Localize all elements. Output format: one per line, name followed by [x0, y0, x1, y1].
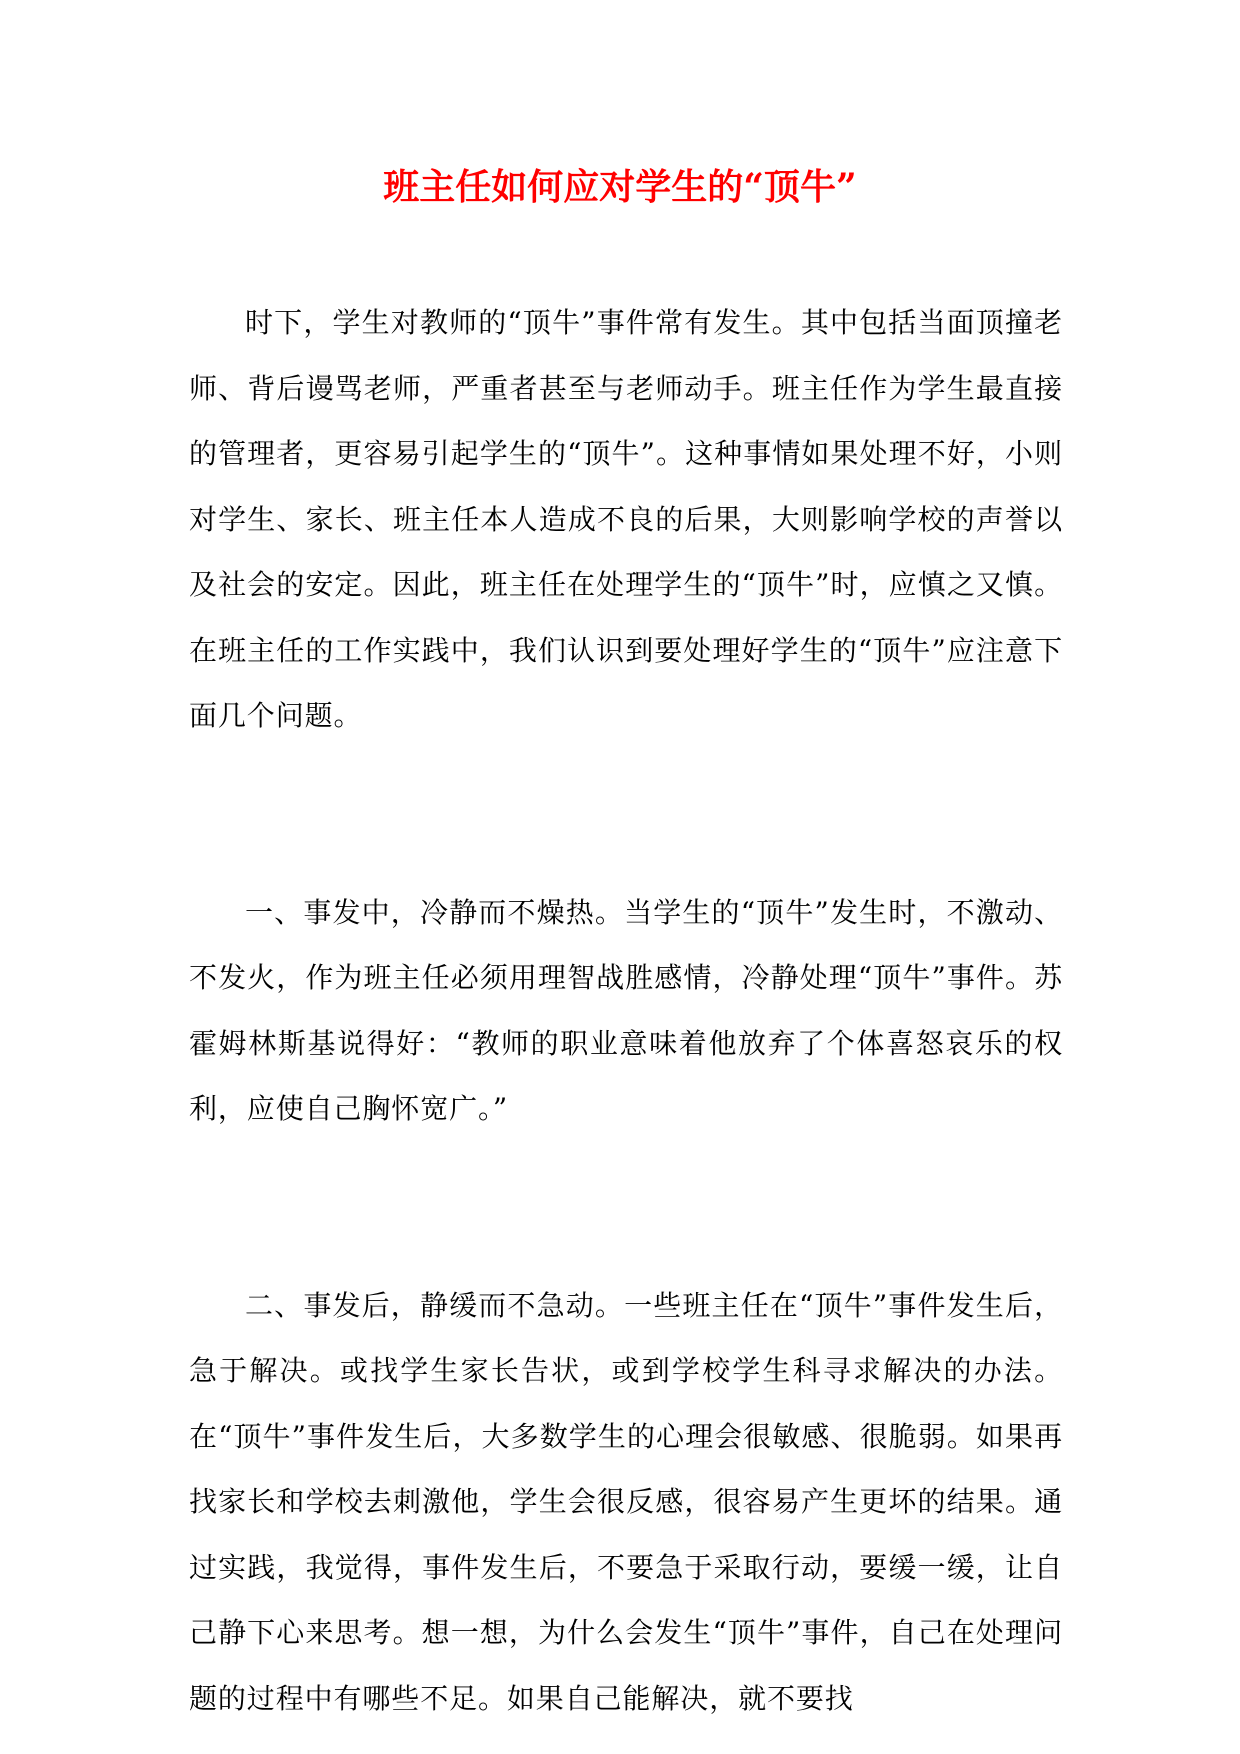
document-body — [189, 290, 1063, 1731]
paragraph-gap — [189, 1142, 1063, 1273]
paragraph-point-one: 一、事发中，冷静而不燥热。当学生的“顶牛”发生时，不激动、不发火，作为班主任必须用理智战胜感情，冷静处理“顶牛”事件。苏霍姆林斯基说得好：“教师的职业意味着他放弃了个体喜怒哀乐的权利，应使自己胸怀宽广。” — [189, 895, 1063, 1125]
paragraph-gap — [189, 749, 1063, 880]
paragraph-point-two: 二、事发后，静缓而不急动。一些班主任在“顶牛”事件发生后，急于解决。或找学生家长告状，或到学校学生科寻求解决的办法。在“顶牛”事件发生后，大多数学生的心理会很敏感、很脆弱。如果再找家长和学校去刺激他，学生会很反感，很容易产生更坏的结果。通过实践，我觉得，事件发生后，不要急于采取行动，要缓一缓，让自己静下心来思考。想一想，为什么会发生“顶牛”事件，自己在处理问题的过程中有哪些不足。如果自己能解决，就不要找 — [189, 1288, 1063, 1715]
paragraph-intro: 时下，学生对教师的“顶牛”事件常有发生。其中包括当面顶撞老师、背后谩骂老师，严重者甚至与老师动手。班主任作为学生最直接的管理者，更容易引起学生的“顶牛”。这种事情如果处理不好，小则对学生、家长、班主任本人造成不良的后果，大则影响学校的声誉以及社会的安定。因此，班主任在处理学生的“顶牛”时，应慎之又慎。在班主任的工作实践中，我们认识到要处理好学生的“顶牛”应注意下面几个问题。 — [189, 306, 1063, 732]
document-title: 班主任如何应对学生的“顶牛” — [383, 166, 857, 208]
